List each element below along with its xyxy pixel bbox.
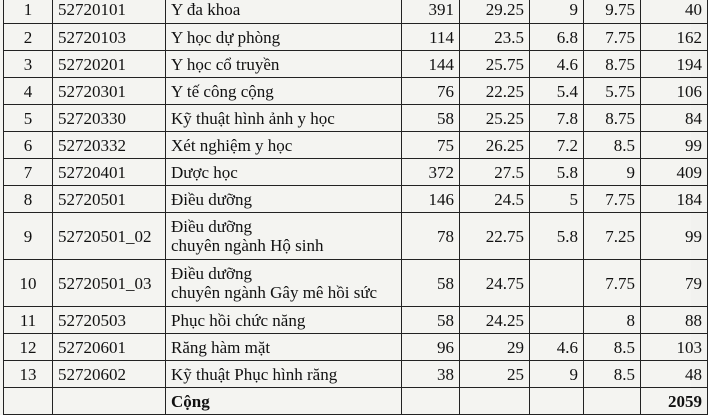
program-code-cell: 52720201 — [53, 51, 166, 78]
sub-score-1-cell: 7.8 — [530, 105, 584, 132]
total-cell: 84 — [641, 105, 708, 132]
program-code-cell: 52720601 — [53, 334, 166, 361]
sub-score-2-cell: 8.5 — [584, 334, 641, 361]
footer-total: 2059 — [641, 388, 708, 415]
total-cell: 40 — [641, 0, 708, 24]
program-code-cell: 52720330 — [53, 105, 166, 132]
footer-empty-cell — [460, 388, 530, 415]
program-name-line: chuyên ngành Gây mê hồi sức — [171, 283, 378, 302]
score-cell: 25.25 — [460, 105, 530, 132]
sub-score-2-cell: 8 — [584, 307, 641, 334]
sub-score-2-cell: 8.5 — [584, 132, 641, 159]
program-name-line: Dược học — [171, 162, 238, 182]
quota-cell: 76 — [402, 78, 460, 105]
sub-score-1-cell — [530, 260, 584, 307]
row-index-cell: 7 — [4, 159, 53, 186]
program-name-line: chuyên ngành Hộ sinh — [171, 236, 324, 255]
score-cell: 29.25 — [460, 0, 530, 24]
program-name-cell — [166, 51, 402, 78]
program-name-cell — [166, 0, 402, 24]
program-name-line: Xét nghiệm y học — [171, 135, 293, 155]
sub-score-2-cell: 7.75 — [584, 24, 641, 51]
row-index-cell: 6 — [4, 132, 53, 159]
program-code-cell: 52720332 — [53, 132, 166, 159]
program-name-line: Kỹ thuật hình ảnh y học — [171, 108, 335, 128]
table-row — [4, 51, 708, 78]
program-name-line: Y đa khoa — [171, 0, 241, 19]
program-code-cell: 52720401 — [53, 159, 166, 186]
program-code-cell: 52720101 — [53, 0, 166, 24]
score-cell: 25.75 — [460, 51, 530, 78]
program-name-cell — [166, 24, 402, 51]
program-code-cell: 52720301 — [53, 78, 166, 105]
total-cell: 103 — [641, 334, 708, 361]
program-name-cell — [166, 78, 402, 105]
sub-score-1-cell: 4.6 — [530, 334, 584, 361]
table-row — [4, 78, 708, 105]
sub-score-2-cell: 7.75 — [584, 186, 641, 213]
row-index-cell: 11 — [4, 307, 53, 334]
program-name-line: Y tế công cộng — [171, 81, 274, 101]
sub-score-1-cell: 4.6 — [530, 51, 584, 78]
footer-empty-cell — [53, 388, 166, 415]
program-name-line: Y học cổ truyền — [171, 54, 280, 74]
score-cell: 29 — [460, 334, 530, 361]
score-cell: 24.5 — [460, 186, 530, 213]
sub-score-2-cell: 5.75 — [584, 78, 641, 105]
table-row — [4, 159, 708, 186]
program-name-cell — [166, 307, 402, 334]
footer-empty-cell — [584, 388, 641, 415]
program-name-cell — [166, 361, 402, 388]
quota-cell: 114 — [402, 24, 460, 51]
table-row — [4, 132, 708, 159]
program-code-cell: 52720501_03 — [53, 260, 166, 307]
table-body — [4, 0, 708, 415]
total-cell: 162 — [641, 24, 708, 51]
row-index-cell: 1 — [4, 0, 53, 24]
score-cell: 26.25 — [460, 132, 530, 159]
table-footer-row — [4, 388, 708, 415]
quota-cell: 96 — [402, 334, 460, 361]
table-row — [4, 307, 708, 334]
score-cell: 24.75 — [460, 260, 530, 307]
row-index-cell: 12 — [4, 334, 53, 361]
table-row — [4, 260, 708, 307]
sub-score-2-cell: 7.25 — [584, 213, 641, 260]
program-name-cell — [166, 213, 402, 260]
row-index-cell: 4 — [4, 78, 53, 105]
quota-cell: 78 — [402, 213, 460, 260]
footer-label: Cộng — [166, 388, 402, 415]
footer-empty-cell — [4, 388, 53, 415]
sub-score-2-cell: 7.75 — [584, 260, 641, 307]
total-cell: 106 — [641, 78, 708, 105]
score-cell: 25 — [460, 361, 530, 388]
program-name-cell — [166, 186, 402, 213]
admission-table — [3, 0, 708, 415]
score-cell: 24.25 — [460, 307, 530, 334]
row-index-cell: 13 — [4, 361, 53, 388]
sub-score-1-cell: 5.4 — [530, 78, 584, 105]
program-code-cell: 52720503 — [53, 307, 166, 334]
quota-cell: 372 — [402, 159, 460, 186]
program-code-cell: 52720501_02 — [53, 213, 166, 260]
total-cell: 48 — [641, 361, 708, 388]
footer-empty-cell — [530, 388, 584, 415]
sub-score-1-cell: 5.8 — [530, 213, 584, 260]
score-cell: 23.5 — [460, 24, 530, 51]
sub-score-2-cell: 8.5 — [584, 361, 641, 388]
row-index-cell: 9 — [4, 213, 53, 260]
program-name-line: Kỹ thuật Phục hình răng — [171, 364, 338, 384]
program-name-line: Y học dự phòng — [171, 27, 281, 47]
program-name-line: Điều dưỡng — [171, 189, 252, 209]
total-cell: 409 — [641, 159, 708, 186]
total-cell: 79 — [641, 260, 708, 307]
table-row — [4, 0, 708, 24]
sub-score-1-cell: 9 — [530, 361, 584, 388]
sub-score-1-cell: 5 — [530, 186, 584, 213]
footer-empty-cell — [402, 388, 460, 415]
quota-cell: 144 — [402, 51, 460, 78]
table-row — [4, 186, 708, 213]
score-cell: 22.75 — [460, 213, 530, 260]
quota-cell: 58 — [402, 307, 460, 334]
program-name-cell — [166, 159, 402, 186]
sub-score-1-cell: 7.2 — [530, 132, 584, 159]
program-name-line: Răng hàm mặt — [171, 337, 271, 357]
quota-cell: 75 — [402, 132, 460, 159]
program-name-cell — [166, 132, 402, 159]
quota-cell: 58 — [402, 105, 460, 132]
row-index-cell: 8 — [4, 186, 53, 213]
total-cell: 184 — [641, 186, 708, 213]
sub-score-2-cell: 9.75 — [584, 0, 641, 24]
total-cell: 194 — [641, 51, 708, 78]
table-row — [4, 334, 708, 361]
total-cell: 99 — [641, 132, 708, 159]
sub-score-1-cell: 9 — [530, 0, 584, 24]
table-row — [4, 105, 708, 132]
score-cell: 27.5 — [460, 159, 530, 186]
row-index-cell: 3 — [4, 51, 53, 78]
total-cell: 88 — [641, 307, 708, 334]
row-index-cell: 2 — [4, 24, 53, 51]
program-name-cell — [166, 105, 402, 132]
program-name-cell — [166, 334, 402, 361]
row-index-cell: 10 — [4, 260, 53, 307]
sub-score-1-cell: 6.8 — [530, 24, 584, 51]
quota-cell: 391 — [402, 0, 460, 24]
program-name-line: Điều dưỡng — [171, 264, 252, 283]
program-code-cell: 52720103 — [53, 24, 166, 51]
table-row — [4, 213, 708, 260]
program-name-line: Phục hồi chức năng — [171, 310, 306, 330]
program-code-cell: 52720501 — [53, 186, 166, 213]
table-row — [4, 24, 708, 51]
score-cell: 22.25 — [460, 78, 530, 105]
sub-score-1-cell: 5.8 — [530, 159, 584, 186]
row-index-cell: 5 — [4, 105, 53, 132]
program-name-line: Điều dưỡng — [171, 217, 252, 236]
program-code-cell: 52720602 — [53, 361, 166, 388]
total-cell: 99 — [641, 213, 708, 260]
quota-cell: 146 — [402, 186, 460, 213]
table-row — [4, 361, 708, 388]
sub-score-2-cell: 8.75 — [584, 105, 641, 132]
sub-score-1-cell — [530, 307, 584, 334]
quota-cell: 58 — [402, 260, 460, 307]
program-name-cell — [166, 260, 402, 307]
sub-score-2-cell: 8.75 — [584, 51, 641, 78]
sub-score-2-cell: 9 — [584, 159, 641, 186]
quota-cell: 38 — [402, 361, 460, 388]
